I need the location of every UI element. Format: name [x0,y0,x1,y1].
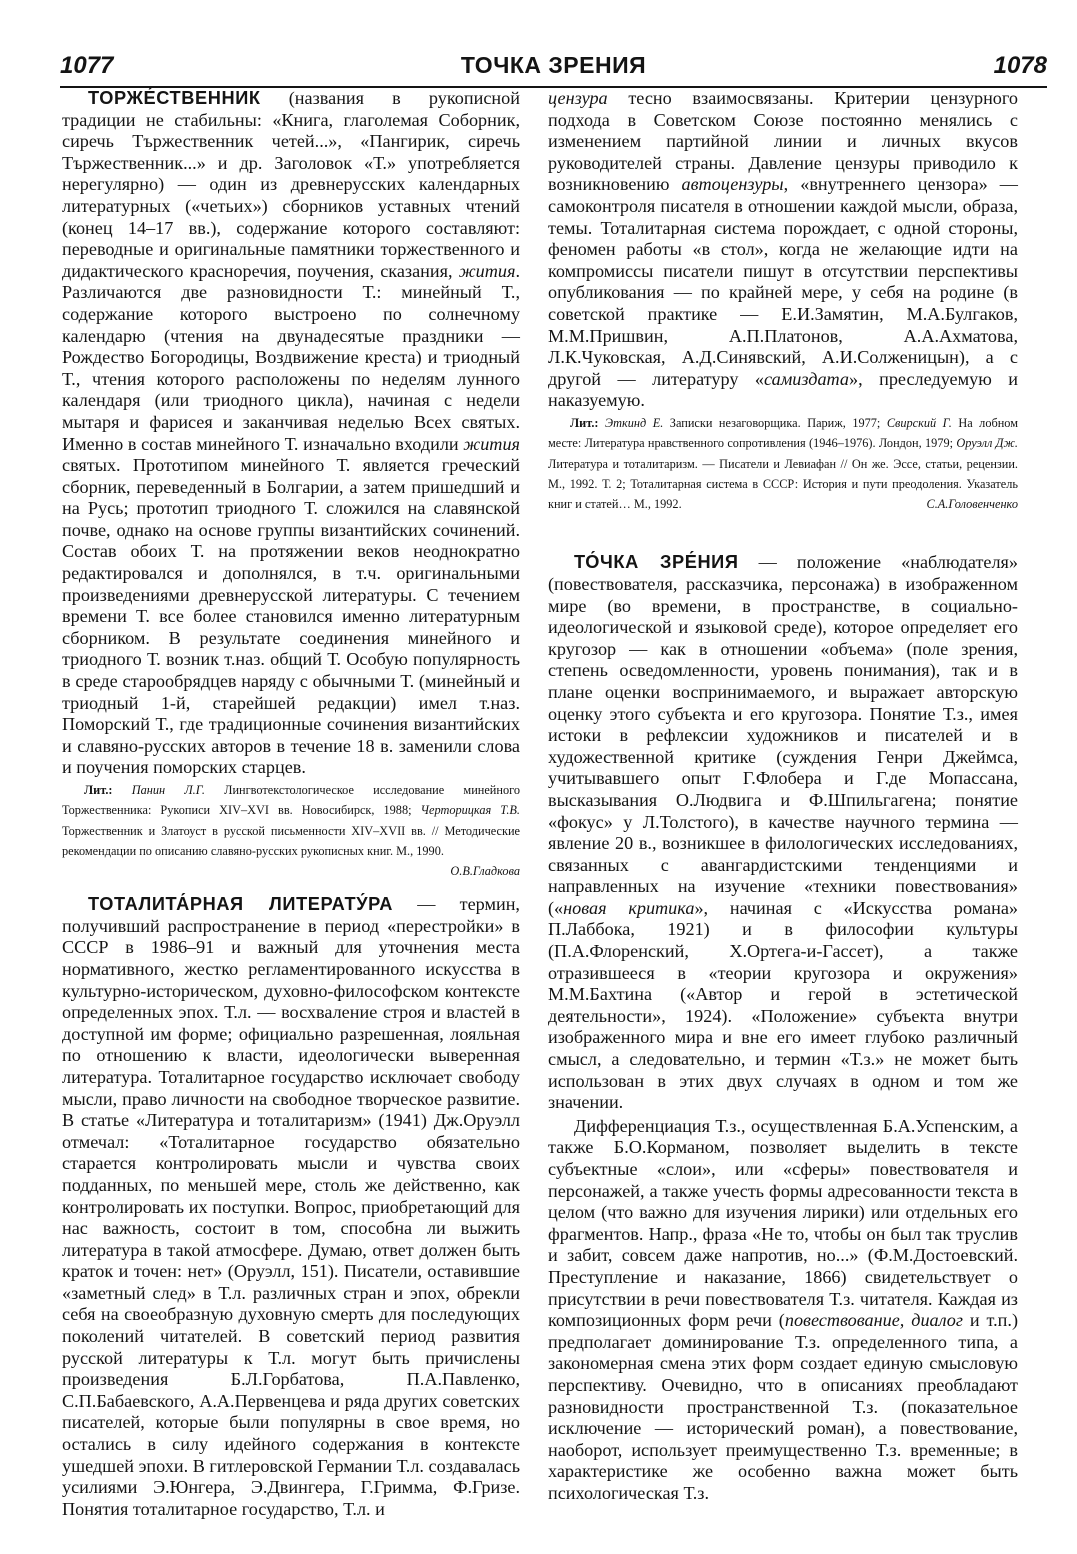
article-author: О.В.Гладкова [450,864,520,879]
article-separator [548,514,1018,552]
italic-term: жития [458,260,516,281]
italic-term: автоцензуры [681,174,784,195]
italic-term: новая критика [563,897,695,918]
headword: ТОРЖЕ́СТВЕННИК [88,88,261,108]
article-text: святых. Прототипом минейного Т. является греческий сборник, переведенный в Болгарии, а затем пришедший и на Русь; прототип триодного Т. сложился на славянской почве, однако на основе группы византийских сочинений. Состав обоих Т. на протяжении веков неоднократно редактировался и дополнялся, в т.ч. оригинальными произведениями древнерусской литературы. С течением времени Т. все более становился именно литературным сборником. В результате соединения минейного и триодного Т. возник т.наз. общий Т. Особую популярность в среде старообрядцев наряду с обычными Т. (минейный и триодный 1-й, старейшей редакции) имел т.наз. Поморский Т., где традиционные сочинения византийских и славяно-русских авторов в течение 18 в. заменили слова и поучения поморских старцев. [62,455,520,778]
article-point-of-view [548,552,1018,1113]
lit-text: Литература и тоталитаризм. — Писатели и Левиафан // Он же. Эссе, статьи, рецензии. М., 1992. Т. 2; Тоталитарная система в СССР: История и пути преодоления. Указатель книг и статей… М., 1992. [548,456,1018,512]
lit-author: Черторицкая Т.В. [420,803,520,818]
article-text: », начиная с «Искусства романа» П.Лаббока, 1921) и в философии культуры (П.А.Флоренский, Х.Ортега-и-Гассет), а также отразившееся в «теории кругозора и окружения» М.М.Бахтина («Автор и герой в эстетической деятельности», 1924). «Положение» субъекта внутри изображенного мира и вне его имеет глубоко различный смысл, а следовательно, и термин «Т.з.» не может быть использован в этих двух случаях в одном и том же значении. [548,897,1019,1113]
literature-list [548,413,1018,514]
article-torzhestvennik [62,88,520,779]
italic-term: жития [463,433,520,454]
lit-text: На лобном месте: Литература нравственного сопротивления (1946–1976). Лондон, 1979; [548,415,1018,451]
article-text: и т.п.) предполагает доминирование Т.з. определенного типа, а закономерная смена этих форм создает единую смысловую перспективу. Очевидно, что в описаниях преобладают разновидности пространственной Т.з. (показательное исключение — исторический роман), а повествование, наоборот, использует преимущественно Т.з. временные; в характеристике же особенно важна может быть психологическая Т.з. [548,1310,1019,1503]
italic-term: самиздата [764,368,849,389]
lit-author: Оруэлл Дж. [956,436,1018,451]
lit-text: Торжественник и Златоуст в русской письменности XIV–XVII вв. // Методические рекомендации по описанию славяно-русских рукописных книг. М., 1990. [62,823,520,858]
article-author: С.А.Головенченко [926,497,1018,512]
lit-text: Записки незаговорщика. Париж, 1977; [663,415,887,430]
page-header [60,50,1047,88]
lit-label: Лит.: [84,783,113,797]
page-number-left: 1077 [60,52,114,79]
right-column [548,88,1018,1505]
article-text: . Различаются две разновидности Т.: минейный Т., содержание которого выстроено по солнечному календарю (чтения на двунадесятые праздники — Рождество Богородицы, Воздвижение креста) и триодный Т., чтения которого расположены по неделям лунного календаря (или триодного цикла), начиная с недели мытаря и фарисея и заканчивая неделью Всех святых. Именно в состав минейного Т. изначально входили [62,260,520,454]
lit-label: Лит.: [570,415,599,430]
article-text: тесно взаимосвязаны. Критерии цензурного подхода в Советском Союзе постоянно менялись с изменением партийной линии и личных вкусов руководителей страны. Давление цензуры приводило к возникновению [548,88,1018,195]
article-text: (названия в рукописной традиции не стабильны: «Книга, глаголемая Соборник, сиречь Тържественник четей...», «Пангирик, сиречь Тържественник...» и др. Заголовок «Т.» употребляется нерегулярно) — один из древнерусских календарных литературных («четьих») сборников уставных чтений (конец 14–17 вв.), содержание которого составляют: переводные и оригинальные памятники торжественного и дидактического красноречия, поучения, сказания, [62,88,520,281]
italic-term: цензура [548,88,608,108]
lit-text: Лингвотекстологическое исследование минейного Торжественника: Рукописи XIV–XVI вв. Новосибирск, 1988; [62,783,521,818]
literature-list [62,780,521,879]
article-text: Дифференциация Т.з., осуществленная Б.А.Успенским, а также Б.О.Корманом, позволяет выделить в тексте субъектные «слои», или «сферы» повествователя и персонажей, а также учесть формы адресованности текста в целом (что важно для изучения лирики) или отдельных его фрагментов. Напр., фраза «Не то, чтобы он был так труслив и забит, совсем даже напротив, но...» (Ф.М.Достоевский. Преступление и наказание, 1866) свидетельствует о присутствии в речи повествователя Т.з. читателя. Каждая из композиционных форм речи ( [548,1115,1018,1331]
headword: ТО́ЧКА ЗРЕ́НИЯ [574,552,739,573]
article-paragraph [548,1116,1018,1505]
lit-author: Эткинд Е. [605,415,664,430]
article-text: », преследуемую и наказуемую. [548,368,1019,411]
article-continuation [548,88,1018,412]
headword: ТОТАЛИТА́РНАЯ ЛИТЕРАТУ́РА [88,894,393,915]
lit-author: Панин Л.Г. [131,783,205,797]
lit-author: Свирский Г. [886,415,952,430]
italic-term: повествование, диалог [784,1310,963,1331]
article-text: — термин, получивший распространение в период «перестройки» в СССР в 1986–91 и важный для уточнения места нормативного, жестко регламентированного искусства в культурно-историческом, духовно-философском контексте определенных эпох. Т.л. — восхваление строя и властей в доступной им форме; официально разрешенная, лояльная по отношению к власти, идеологически выверенная литература. Тоталитарное государство исключает свободу мысли, право личности на свободное творческое развитие. В статье «Литература и тоталитаризм» (1941) Дж.Оруэлл отмечал: «Тоталитарное государство обязательно старается контролировать мысли и чувства своих подданных, по меньшей мере, столь же действенно, как контролировать их поступки. Вопрос, приобретающий для нас важность, состоит в том, способна ли выжить литература в такой атмосфере. Думаю, ответ должен быть краток и точен: нет» (Оруэлл, 151). Писатели, оставившие «заметный след» в Т.л. различных стран и эпох, обрекли себя на своеобразную духовную смерть для последующих поколений читателей. В советский период развития русской литературы к Т.л. могут быть причислены произведения Б.Л.Горбатова, П.А.Павленко, С.П.Бабаевского, А.А.Первенцева и ряда других советских писателей, которые были популярны в свое время, но остались в силу идейного содержания в контексте ушедшей эпохи. В гитлеровской Германии Т.л. создавалась усилиями Э.Юнгера, Э.Двингера, Г.Гримма, Ф.Гризе. Понятия тоталитарное государство, Т.л. и [62,894,520,1519]
left-column [62,88,520,1520]
article-text: — положение «наблюдателя» (повествователя, рассказчика, персонажа) в изображенном мире (во времени, в пространстве, в социально-идеологической и языковой среде), которое определяет его кругозор — как в отношении «объема» (поле зрения, степень осведомленности, уровень понимания), так и в плане оценки воспринимаемого, и выражает авторскую оценку этого субъекта и его кругозора. Понятие Т.з., имея истоки в рефлексии художников и писателей и в художественной критике (суждения Генри Джеймса, учитывавшего опыт Г.Флобера и Г.де Мопассана, высказывания О.Людвига и Ф.Шпильгагена; понятие «фокус» у Л.Толстого), в качестве научного термина — явление 20 в., возникшее в филологических исследованиях, связанных с авангардистскими тенденциями и направленных на изучение «техники повествования» (« [548,552,1018,918]
article-text: , «внутреннего цензора» — самоконтроля писателя в отношении каждой мысли, образа, темы. Тоталитарная система порождает, с одной стороны, феномен работы «в стол», когда не желающие идти на компромиссы писатели пишут в отсутствии перспективы опубликования — по крайней мере, у себя на родине (в советской практике — Е.И.Замятин, М.А.Булгаков, М.М.Пришвин, А.П.Платонов, А.А.Ахматова, Л.К.Чуковская, А.Д.Синявский, А.И.Солженицын), а с другой — литературу « [548,174,1018,389]
article-totalitarian-literature [62,894,520,1520]
page-number-right: 1078 [993,52,1047,79]
running-title: ТОЧКА ЗРЕНИЯ [460,52,647,78]
